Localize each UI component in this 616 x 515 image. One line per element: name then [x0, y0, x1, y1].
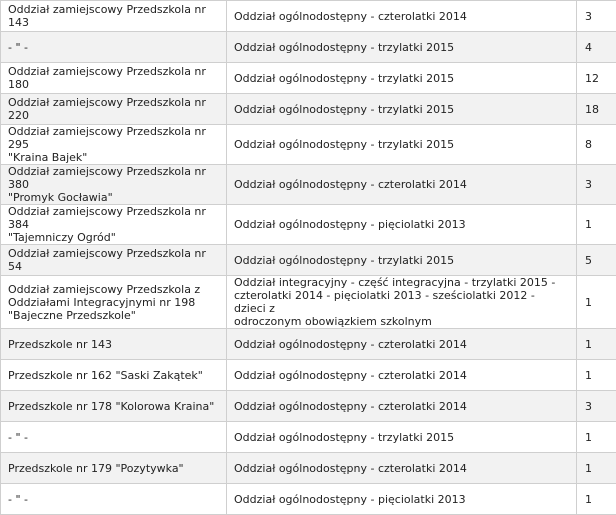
count-cell: [577, 453, 616, 484]
group-description: Oddział ogólnodostępny - czterolatki 2014: [234, 369, 467, 382]
school-name: Oddział zamiejscowy Przedszkola nr 380 "Promyk Gocławia": [8, 165, 206, 204]
places-count: 1: [585, 369, 592, 382]
group-description: Oddział integracyjny - część integracyjna - trzylatki 2015 - czterolatki 2014 - pięciolatki 2013 - sześciolatki 2012 - dzieci z odroczonym obowiązkiem szkolnym: [234, 276, 555, 328]
table-row: [1, 125, 616, 165]
count-cell: [577, 484, 616, 515]
places-count: 4: [585, 41, 592, 54]
group-cell: [227, 94, 577, 125]
school-cell: [1, 245, 227, 276]
school-cell: [1, 1, 227, 32]
places-count: 3: [585, 10, 592, 23]
group-description: Oddział ogólnodostępny - trzylatki 2015: [234, 254, 454, 267]
school-cell: [1, 32, 227, 63]
places-count: 8: [585, 138, 592, 151]
group-cell: [227, 245, 577, 276]
count-cell: [577, 63, 616, 94]
school-cell: [1, 391, 227, 422]
places-count: 5: [585, 254, 592, 267]
count-cell: [577, 205, 616, 245]
school-cell: [1, 94, 227, 125]
school-cell: [1, 125, 227, 165]
school-name: Przedszkole nr 143: [8, 338, 112, 351]
group-description: Oddział ogólnodostępny - czterolatki 2014: [234, 462, 467, 475]
count-cell: [577, 32, 616, 63]
school-name: - " -: [8, 431, 28, 444]
group-cell: [227, 205, 577, 245]
group-description: Oddział ogólnodostępny - pięciolatki 2013: [234, 493, 466, 506]
places-count: 18: [585, 103, 599, 116]
school-name: Oddział zamiejscowy Przedszkola nr 180: [8, 65, 206, 91]
group-description: Oddział ogólnodostępny - pięciolatki 2013: [234, 218, 466, 231]
table-row: [1, 94, 616, 125]
school-cell: [1, 165, 227, 205]
table-row: [1, 165, 616, 205]
school-name: Przedszkole nr 179 "Pozytywka": [8, 462, 184, 475]
places-count: 1: [585, 218, 592, 231]
count-cell: [577, 329, 616, 360]
school-cell: [1, 329, 227, 360]
table-row: [1, 391, 616, 422]
group-cell: [227, 484, 577, 515]
group-description: Oddział ogólnodostępny - trzylatki 2015: [234, 72, 454, 85]
table-row: [1, 484, 616, 515]
school-cell: [1, 422, 227, 453]
places-count: 1: [585, 431, 592, 444]
group-description: Oddział ogólnodostępny - czterolatki 2014: [234, 10, 467, 23]
group-cell: [227, 165, 577, 205]
count-cell: [577, 94, 616, 125]
school-cell: [1, 484, 227, 515]
group-cell: [227, 276, 577, 329]
table-row: [1, 1, 616, 32]
group-description: Oddział ogólnodostępny - trzylatki 2015: [234, 41, 454, 54]
count-cell: [577, 391, 616, 422]
count-cell: [577, 1, 616, 32]
group-cell: [227, 125, 577, 165]
group-cell: [227, 63, 577, 94]
count-cell: [577, 422, 616, 453]
group-description: Oddział ogólnodostępny - czterolatki 2014: [234, 338, 467, 351]
school-name: - " -: [8, 41, 28, 54]
group-cell: [227, 422, 577, 453]
school-name: Oddział zamiejscowy Przedszkola nr 220: [8, 96, 206, 122]
school-name: Oddział zamiejscowy Przedszkola nr 54: [8, 247, 206, 273]
school-cell: [1, 453, 227, 484]
table-row: [1, 422, 616, 453]
places-count: 1: [585, 493, 592, 506]
table-row: [1, 276, 616, 329]
school-cell: [1, 360, 227, 391]
table-row: [1, 453, 616, 484]
school-name: Przedszkole nr 162 "Saski Zakątek": [8, 369, 203, 382]
places-count: 1: [585, 296, 592, 309]
group-description: Oddział ogólnodostępny - trzylatki 2015: [234, 103, 454, 116]
school-name: Przedszkole nr 178 "Kolorowa Kraina": [8, 400, 214, 413]
group-cell: [227, 32, 577, 63]
count-cell: [577, 245, 616, 276]
places-count: 3: [585, 178, 592, 191]
count-cell: [577, 165, 616, 205]
places-count: 3: [585, 400, 592, 413]
group-cell: [227, 329, 577, 360]
group-cell: [227, 391, 577, 422]
group-description: Oddział ogólnodostępny - czterolatki 2014: [234, 178, 467, 191]
table-row: [1, 329, 616, 360]
school-name: Oddział zamiejscowy Przedszkola z Oddziałami Integracyjnymi nr 198 "Bajeczne Przedszkole": [8, 283, 200, 322]
places-count: 1: [585, 462, 592, 475]
school-name: Oddział zamiejscowy Przedszkola nr 295 "Kraina Bajek": [8, 125, 206, 164]
school-name: Oddział zamiejscowy Przedszkola nr 384 "Tajemniczy Ogród": [8, 205, 206, 244]
group-description: Oddział ogólnodostępny - trzylatki 2015: [234, 431, 454, 444]
count-cell: [577, 125, 616, 165]
count-cell: [577, 360, 616, 391]
group-cell: [227, 453, 577, 484]
count-cell: [577, 276, 616, 329]
school-cell: [1, 205, 227, 245]
table-row: [1, 32, 616, 63]
table-row: [1, 360, 616, 391]
school-cell: [1, 63, 227, 94]
school-cell: [1, 276, 227, 329]
school-name: - " -: [8, 493, 28, 506]
places-count: 1: [585, 338, 592, 351]
group-cell: [227, 360, 577, 391]
group-description: Oddział ogólnodostępny - trzylatki 2015: [234, 138, 454, 151]
places-count: 12: [585, 72, 599, 85]
school-name: Oddział zamiejscowy Przedszkola nr 143: [8, 3, 206, 29]
table-row: [1, 205, 616, 245]
group-cell: [227, 1, 577, 32]
table-row: [1, 245, 616, 276]
table-row: [1, 63, 616, 94]
group-description: Oddział ogólnodostępny - czterolatki 2014: [234, 400, 467, 413]
